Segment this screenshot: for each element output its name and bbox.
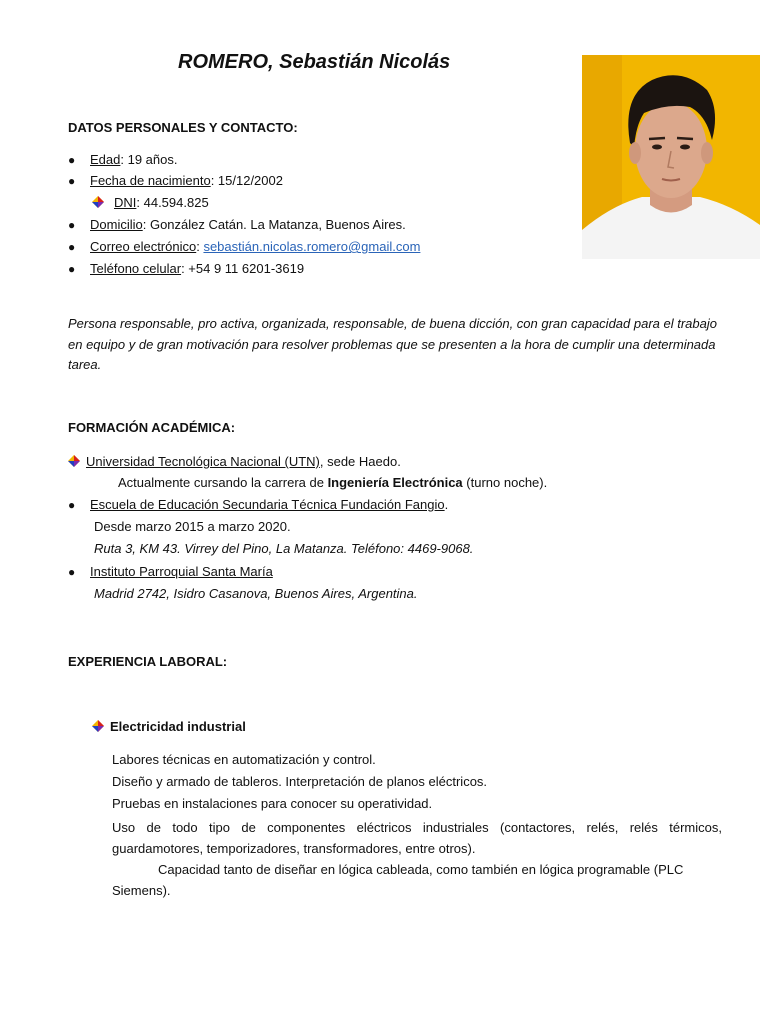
job-line: Pruebas en instalaciones para conocer su operatividad. — [112, 796, 433, 811]
education-school: ● Escuela de Educación Secundaria Técnica Fundación Fangio. — [68, 497, 449, 512]
section-heading-personal: DATOS PERSONALES Y CONTACTO: — [68, 120, 298, 135]
email-item: ● Correo electrónico: sebastián.nicolas.romero@gmail.com — [68, 239, 421, 254]
address-item: ● Domicilio: González Catán. La Matanza, Buenos Aires. — [68, 217, 406, 232]
email-link[interactable]: sebastián.nicolas.romero@gmail.com — [203, 239, 421, 254]
bullet-icon: ● — [68, 174, 76, 188]
job-plc: Capacidad tanto de diseñar en lógica cableada, como también en lógica programable (PLC Siemens). — [112, 862, 684, 898]
bullet-icon: ● — [68, 565, 76, 579]
bullet-icon: ● — [68, 218, 76, 232]
age-item: ● Edad: 19 años. — [68, 152, 178, 167]
section-heading-experience: EXPERIENCIA LABORAL: — [68, 654, 228, 669]
bullet-icon: ● — [68, 153, 76, 167]
job-title: Electricidad industrial — [92, 719, 246, 734]
job-line: Labores técnicas en automatización y control. — [112, 752, 376, 767]
education-utn-detail: Actualmente cursando la carrera de Ingeniería Electrónica (turno noche). — [118, 475, 548, 490]
bullet-icon: ● — [68, 498, 76, 512]
job-components: Uso de todo tipo de componentes eléctricos industriales (contactores, relés, relés térmicos, guardamotores, temporizadores, transformadores, entre otros). — [112, 820, 722, 856]
education-institute: ● Instituto Parroquial Santa María — [68, 564, 273, 579]
dni-item: DNI: 44.594.825 — [92, 195, 209, 210]
education-institute-address: Madrid 2742, Isidro Casanova, Buenos Aires, Argentina. — [94, 586, 418, 601]
section-heading-education: FORMACIÓN ACADÉMICA: — [68, 420, 236, 435]
diamond-bullet-icon — [68, 455, 80, 467]
job-line: Diseño y armado de tableros. Interpretación de planos eléctricos. — [112, 774, 488, 789]
education-utn: Universidad Tecnológica Nacional (UTN), sede Haedo. — [68, 454, 401, 469]
bullet-icon: ● — [68, 262, 76, 276]
education-school-dates: Desde marzo 2015 a marzo 2020. — [94, 519, 291, 534]
education-school-address: Ruta 3, KM 43. Virrey del Pino, La Matanza. Teléfono: 4469-9068. — [94, 541, 474, 556]
phone-item: ● Teléfono celular: +54 9 11 6201-3619 — [68, 261, 305, 276]
birthdate-item: ● Fecha de nacimiento: 15/12/2002 — [68, 173, 283, 188]
resume-name: ROMERO, Sebastián Nicolás — [178, 51, 451, 73]
bullet-icon: ● — [68, 240, 76, 254]
profile-photo — [582, 55, 760, 259]
profile-summary: Persona responsable, pro activa, organizada, responsable, de buena dicción, con gran capacidad para el trabajo en equipo y de gran motivación para resolver problemas que se presenten a la hora de cumplir una determinada tarea. — [68, 316, 717, 372]
diamond-bullet-icon — [92, 196, 104, 208]
diamond-bullet-icon — [92, 720, 104, 732]
